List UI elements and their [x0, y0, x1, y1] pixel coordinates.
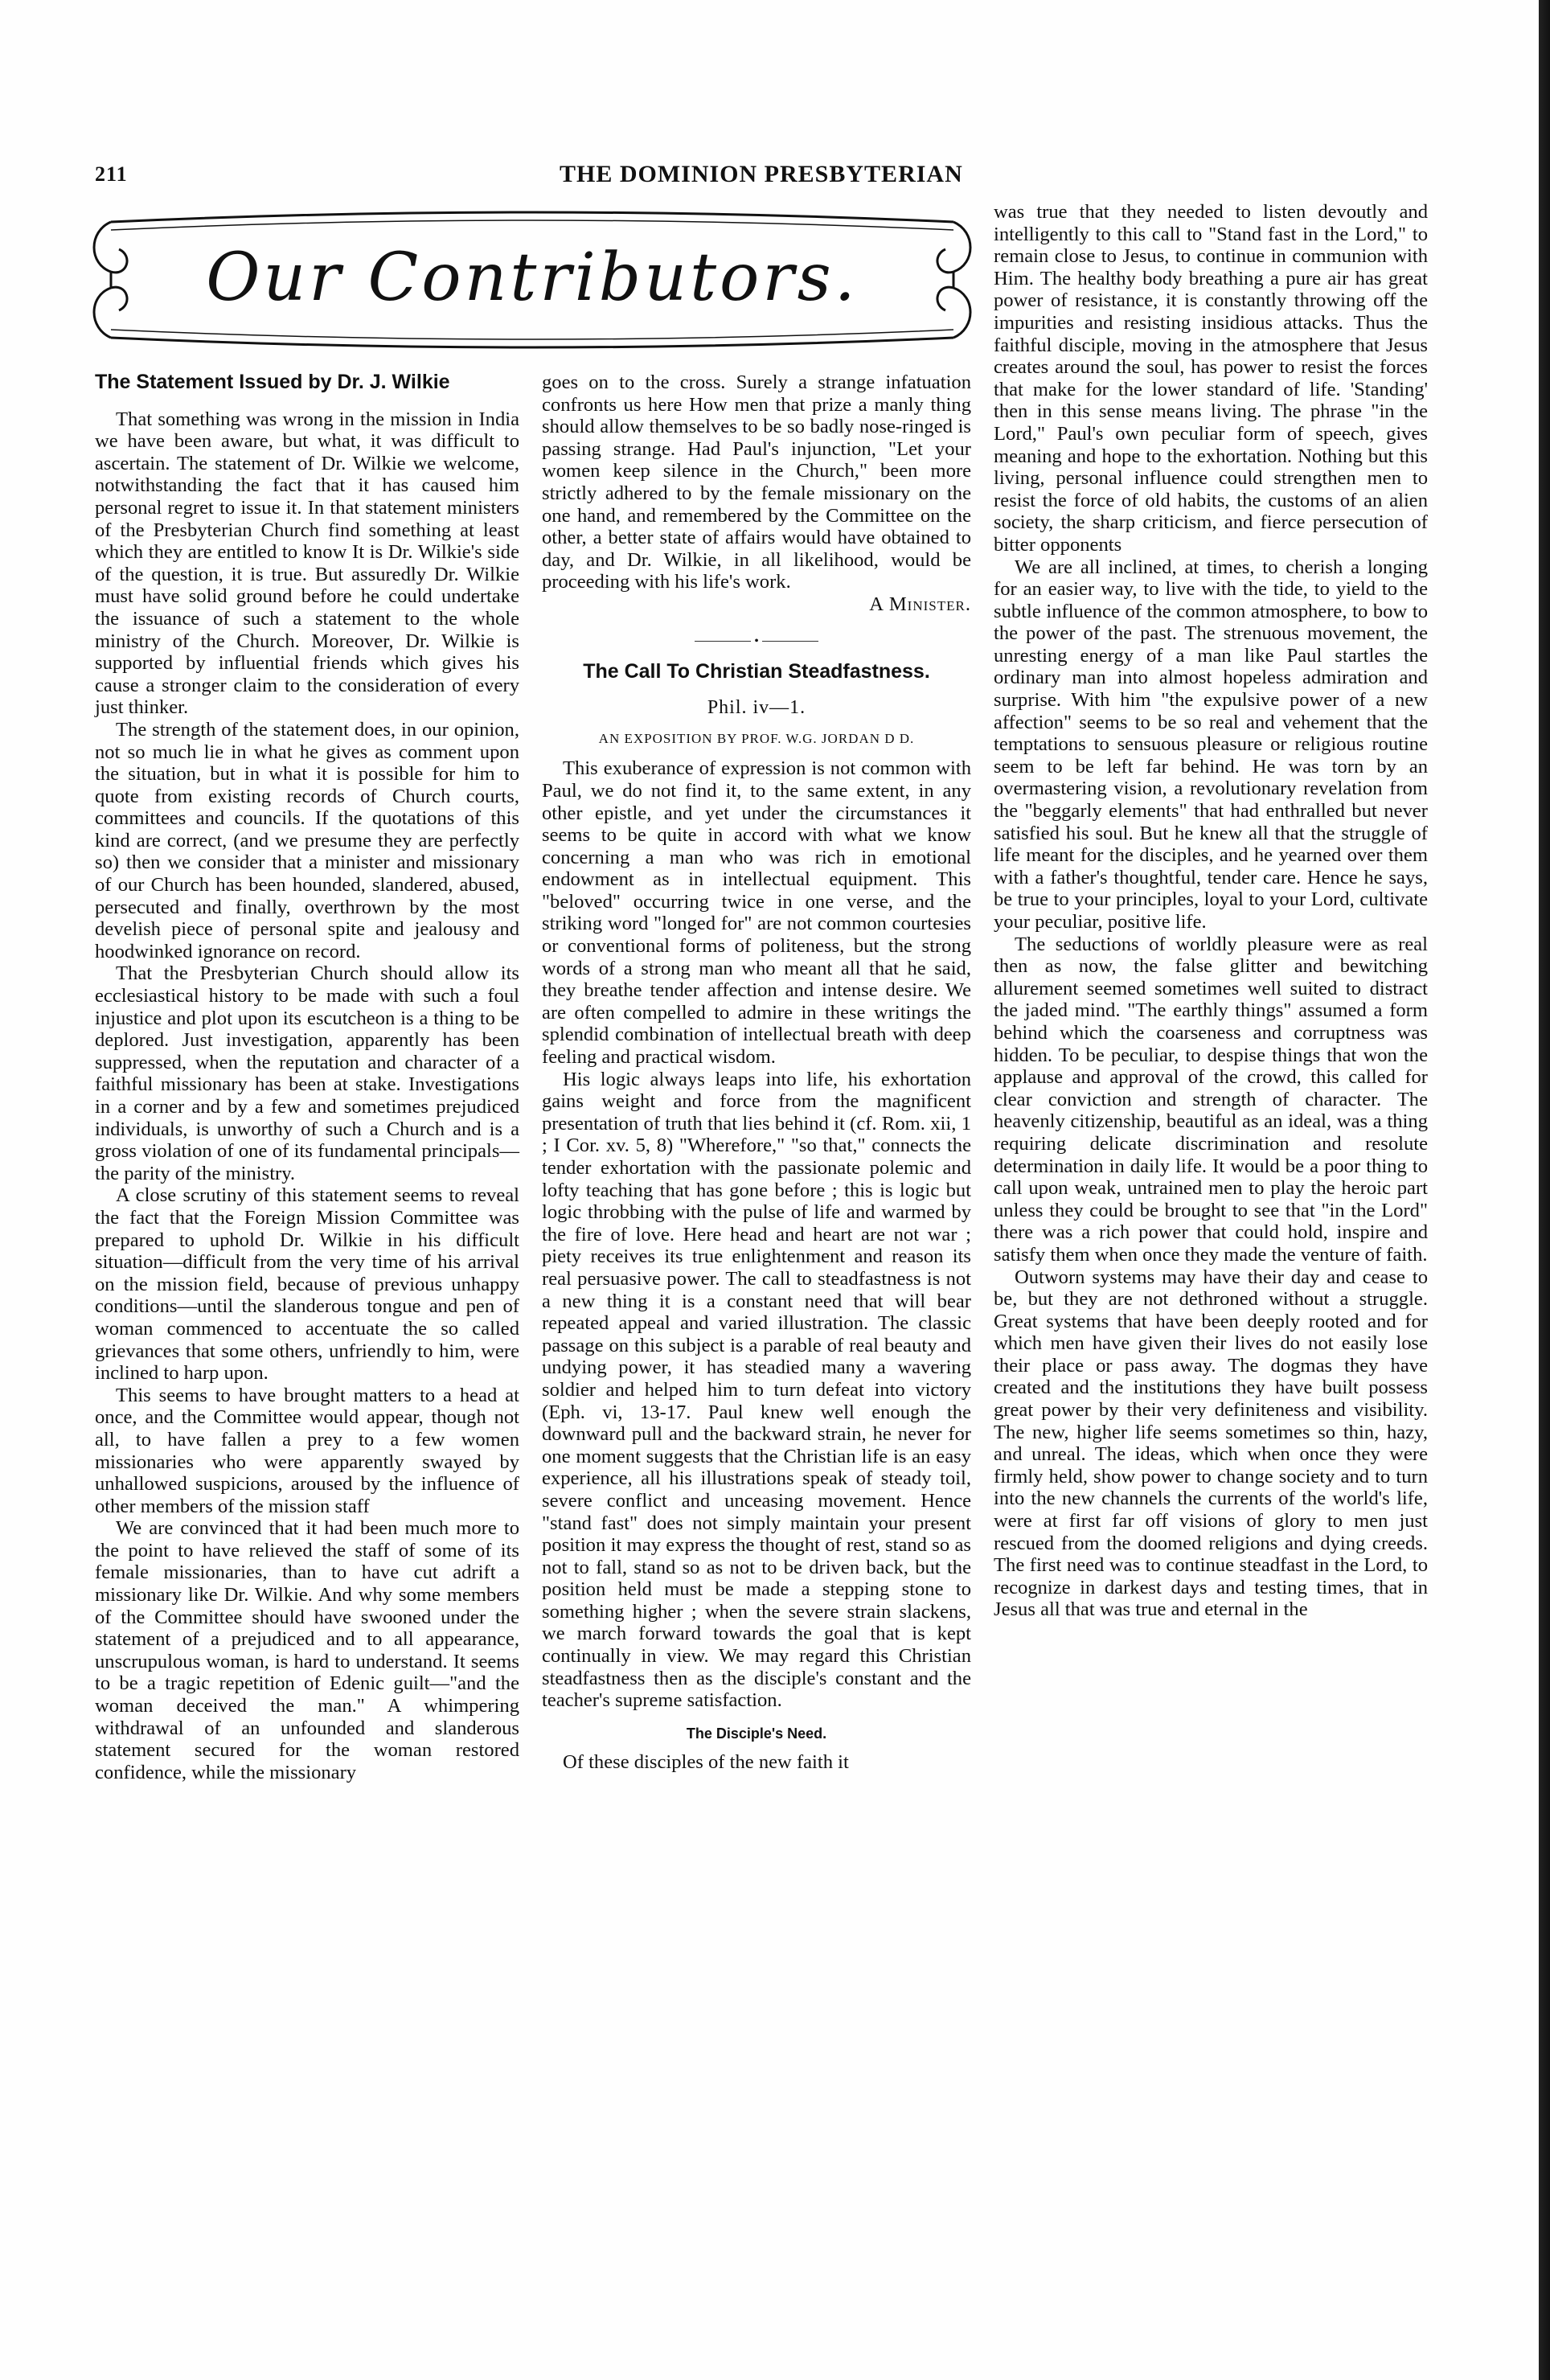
journal-title: THE DOMINION PRESBYTERIAN [560, 161, 963, 187]
page-number: 211 [95, 162, 128, 186]
article-title: The Statement Issued by Dr. J. Wilkie [95, 371, 450, 393]
subheading: The Disciple's Need. [686, 1725, 827, 1742]
paragraph: This exuberance of expression is not common with Paul, we do not find it, to the same extent, in any other epistle, and yet under the circumstances it seems to be quite in accord with what we know concerning a man who was rich in emotional endowment as in intellectual equipment. This "beloved" occurring twice in one verse, and the striking word "longed for" are not common courtesies or conventional forms of politeness, but the strong words of a strong man who meant all that he said, they breathe tender affection and intense desire. We are often compelled to admire in these writings the splendid combination of intellectual breath with deep feeling and practical wisdom. [542, 757, 971, 1069]
paragraph: The strength of the statement does, in our opinion, not so much lie in what he gives as comment upon the situation, but in what it is possible for him to quote from existing records of Church courts, committees and councils. If the quotations of this kind are correct, (and we presume they are perfectly so) then we consider that a minister and missionary of our Church has been hounded, slandered, abused, persecuted and finally, overthrown by the most develish piece of personal spite and jealousy and hoodwinked ignorance on record. [95, 718, 519, 962]
article-byline: AN EXPOSITION BY PROF. W.G. JORDAN D D. [598, 730, 915, 746]
page-edge-shadow [1534, 0, 1550, 2380]
paragraph: was true that they needed to listen devoutly and intelligently to this call to "Stand fast in the Lord," to remain close to Jesus, to continue in communion with Him. The healthy body breathing a pure air has great power of resistance, it is constantly throwing off the impurities and resisting insidious attacks. Thus the faithful disciple, moving in the atmosphere that Jesus creates around the soul, has power to resist the forces that make for the lower standard of life. 'Standing' then in this sense means living. The phrase "in the Lord," Paul's own peculiar form of speech, gives meaning and hope to the exhortation. Nothing but this living, personal influence could strengthen men to resist the force of old habits, the customs of an alien society, the sharp criticism, and fierce persecution of bitter opponents [994, 201, 1428, 556]
paragraph: Outworn systems may have their day and cease to be, but they are not dethroned without a struggle. Great systems that have been deeply rooted and for which men have given their lives do not easily lose their place or pass away. The dogmas they have created and the institutions they have built possess great power by their very definiteness and visibility. The new, higher life seems sometimes so thin, hazy, and unreal. The ideas, which when once they were firmly held, show power to change society and to turn into the new channels the currents of the world's life, were at first far off visions of glory to men just rescued from the doomed religions and dying creeds. The first need was to continue steadfast in the Lord, to recognize in darkest days and testing times, that in Jesus all that was true and eternal in the [994, 1266, 1428, 1621]
section-banner [87, 199, 978, 360]
column-3 [994, 201, 1428, 1621]
paragraph: That something was wrong in the mission in India we have been aware, but what, it was difficult to ascertain. The statement of Dr. Wilkie we welcome, notwithstanding the fact that it has caused him personal regret to issue it. In that statement ministers of the Presbyterian Church find something at least which they are entitled to know It is Dr. Wilkie's side of the question, it is true. But assuredly Dr. Wilkie must have solid ground before he could undertake the issuance of such a statement to the whole ministry of the Church. Moreover, Dr. Wilkie is supported by influential friends which gives his cause a stronger claim to the consideration of every just thinker. [95, 408, 519, 719]
article-signature: A Minister. [869, 593, 971, 615]
paragraph: A close scrutiny of this statement seems to reveal the fact that the Foreign Mission Committee was prepared to uphold Dr. Wilkie in his difficult situation—difficult from the very time of his arrival on the mission field, because of previous unhappy conditions—until the slanderous tongue and pen of woman commenced to accentuate the so called grievances that some others, unfriendly to him, were inclined to harp upon. [95, 1184, 519, 1385]
paragraph: That the Presbyterian Church should allow its ecclesiastical history to be made with such a foul injustice and plot upon its escutcheon is a thing to be deplored. Just investigation, apparently has been suppressed, when the reputation and character of a faithful missionary has been at stake. Investigations in a corner and by a few and sometimes prejudiced individuals, is unworthy of such a Church and is a gross violation of one of its fundamental principals—the parity of the ministry. [95, 962, 519, 1184]
column-2 [542, 371, 971, 1774]
paragraph: His logic always leaps into life, his exhortation gains weight and force from the magnificent presentation of truth that lies behind it (cf. Rom. xii, 1 ; I Cor. xv. 5, 8) "Wherefore," "so that," connects the tender exhortation with the passionate polemic and lofty teaching that has gone before ; this is logic but logic throbbing with the pulse of life and warmed by the fire of love. Here head and heart are not war ; piety receives its true enlightenment and reason its real persuasive power. The call to steadfastness is not a new thing it is a constant need that will bear repeated appeal and varied illustration. The classic passage on this subject is a parable of real beauty and undying power, it has steadied many a wavering soldier and helped him to turn defeat into victory (Eph. vi, 13-17. Paul knew well enough the downward pull and the backward strain, he never for one moment suggests that the Christian life is an easy experience, all his illustrations speak of steady toil, severe conflict and unceasing movement. Hence "stand fast" does not simply maintain your present position it may express the thought of rest, stand so as not to fall, stand so as not to be driven back, but the position held must be made a stepping stone to something higher ; when the severe strain slackens, we march forward towards the goal that is kept continually in view. We may regard this Christian steadfastness then as the disciple's constant and the teacher's supreme satisfaction. [542, 1068, 971, 1712]
paragraph: goes on to the cross. Surely a strange infatuation confronts us here How men that prize a manly thing should allow themselves to be so badly nose-ringed is passing strange. Had Paul's injunction, "Let your women keep silence in the Church," been more strictly adhered to by the female missionary on the one hand, and remembered by the Committee on the other, a better state of affairs would have obtained to day, and Dr. Wilkie, in all likelihood, would be proceeding with his life's work. [542, 371, 971, 593]
section-title: Our Contributors. [206, 240, 859, 316]
column-1 [95, 371, 519, 1783]
paragraph: The seductions of worldly pleasure were as real then as now, the false glitter and bewitching allurement seemed sometimes well suited to distract the jaded mind. "The earthly things" assumed a form behind which the coarseness and corruptness was hidden. To be peculiar, to despise things that won the applause and approval of the crowd, this called for clear conviction and strength of character. The heavenly citizenship, beautiful as an ideal, was a thing requiring delicate discrimination and resolute determination in daily life. It would be a poor thing to call upon weak, untrained men to play the heroic part unless they could be brought to see that "in the Lord" there was a rich power that could hold, inspire and satisfy them when once they made the venture of faith. [994, 933, 1428, 1266]
paragraph: We are all inclined, at times, to cherish a longing for an easier way, to live with the tide, to yield to the subtle influence of the common atmosphere, to bow to the power of the past. The strenuous movement, the unresting energy of a man like Paul startles the ordinary man into almost hopeless admiration and surprise. With him "the expulsive power of a new affection" seems to be so real and vehement that the temptations to sensuous pleasure or religious routine seem to be left far behind. He was torn by an overmastering vision, a revolutionary revelation from the "beggarly elements" that had enthralled but never satisfied his soul. But he knew all that the struggle of life meant for the disciples, and he yearned over them with a father's thoughtful, tender care. Hence he says, be true to your principles, loyal to your Lord, cultivate your peculiar, positive life. [994, 556, 1428, 933]
paragraph: Of these disciples of the new faith it [563, 1751, 849, 1774]
section-divider: • [542, 630, 971, 653]
paragraph: We are convinced that it had been much more to the point to have relieved the staff of some of its female missionaries, than to have cut adrift a missionary like Dr. Wilkie. And why some members of the Committee should have swooned under the statement of a prejudiced and to all appearance, unscrupulous woman, is hard to understand. It seems to be a tragic repetition of Edenic guilt—"and the woman deceived the man." A whimpering withdrawal of an unfounded and slanderous statement secured for the woman restored confidence, while the missionary [95, 1517, 519, 1783]
scripture-reference: Phil. iv—1. [707, 697, 806, 719]
paragraph: This seems to have brought matters to a head at once, and the Committee would appear, though not all, to have fallen a prey to a few women missionaries who were apparently swayed by unhallowed suspicions, aroused by the influence of other members of the mission staff [95, 1384, 519, 1517]
article-title: The Call To Christian Steadfastness. [583, 659, 930, 683]
